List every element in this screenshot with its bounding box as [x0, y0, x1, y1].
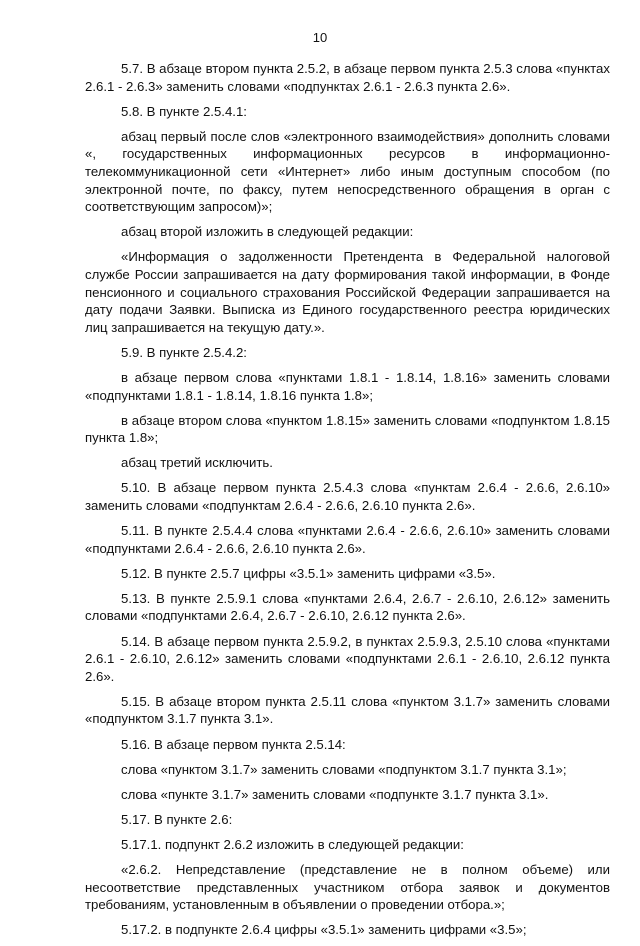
paragraph-5-9: 5.9. В пункте 2.5.4.2: [121, 344, 247, 360]
paragraph-5-16-second-words: слова «пункте 3.1.7» заменить словами «подпункте 3.1.7 пункта 3.1». [121, 786, 549, 802]
paragraph-5-12: 5.12. В пункте 2.5.7 цифры «3.5.1» заменить цифрами «3.5». [121, 565, 496, 581]
paragraph-5-16-first-words: слова «пунктом 3.1.7» заменить словами «подпунктом 3.1.7 пункта 3.1»; [121, 761, 567, 777]
paragraph-5-17-2: 5.17.2. в подпункте 2.6.4 цифры «3.5.1» заменить цифрами «3.5»; [121, 922, 527, 938]
paragraph-5-9-second-indent: в абзаце втором слова «пунктом 1.8.15» заменить словами «подпунктом 1.8.15 пункта 1.8»; [85, 412, 610, 446]
paragraph-5-11: 5.11. В пункте 2.5.4.4 слова «пунктами 2.6.4 - 2.6.6, 2.6.10» заменить словами «подпунктами 2.6.4 - 2.6.6, 2.6.10 пункта 2.6». [85, 523, 610, 556]
paragraph-5-17: 5.17. В пункте 2.6: [121, 811, 233, 827]
paragraph-5-16: 5.16. В абзаце первом пункта 2.5.14: [121, 736, 346, 752]
paragraph-5-17-1-new-text: «2.6.2. Непредставление (представление не в полном объеме) или несоответствие представленных участником отбора заявок и документов требованиям, установленным в объявлении о проведении отбора.»; [85, 861, 610, 913]
paragraph-5-14: 5.14. В абзаце первом пункта 2.5.9.2, в пунктах 2.5.9.3, 2.5.10 слова «пунктами 2.6.1 - 2.6.10, 2.6.12» заменить словами «подпунктами 2.6.1 - 2.6.10, 2.6.12 пункта 2.6». [85, 633, 610, 684]
paragraph-5-17-1: 5.17.1. подпункт 2.6.2 изложить в следующей редакции: [121, 836, 464, 852]
paragraph-5-15: 5.15. В абзаце втором пункта 2.5.11 слова «пунктом 3.1.7» заменить словами «подпунктом 3.1.7 пункта 3.1». [85, 693, 610, 727]
paragraph-5-9-third-indent: абзац третий исключить. [121, 455, 273, 471]
paragraph-5-8-first-indent: абзац первый после слов «электронного взаимодействия» дополнить словами «, государственных информационных ресурсов в информационно-телекоммуникационной сети «Интернет» либо иным доступным способом (по электронной почте, по факсу, путем непосредственного обращения в орган с соответствующим запросом)»; [85, 128, 610, 215]
document-body [85, 60, 610, 946]
paragraph-5-8-second-indent: абзац второй изложить в следующей редакции: [121, 224, 414, 240]
paragraph-5-9-first-indent: в абзаце первом слова «пунктами 1.8.1 - 1.8.14, 1.8.16» заменить словами «подпунктами 1.8.1 - 1.8.14, 1.8.16 пункта 1.8»; [85, 369, 610, 403]
paragraph-5-10: 5.10. В абзаце первом пункта 2.5.4.3 слова «пунктам 2.6.4 - 2.6.6, 2.6.10» заменить словами «подпунктам 2.6.4 - 2.6.6, 2.6.10 пункта 2.6». [85, 480, 610, 513]
paragraph-5-8-new-text: «Информация о задолженности Претендента в Федеральной налоговой службе России запрашивается на дату формирования такой информации, в Фонде пенсионного и социального страхования Российской Федерации запрашивается на дату подачи Заявки. Выписка из Единого государственного реестра юридических лиц запрашивается на текущую дату.». [85, 249, 610, 335]
paragraph-5-13: 5.13. В пункте 2.5.9.1 слова «пунктами 2.6.4, 2.6.7 - 2.6.10, 2.6.12» заменить словами «подпунктами 2.6.4, 2.6.7 - 2.6.10, 2.6.12 пункта 2.6». [85, 590, 610, 624]
paragraph-5-8: 5.8. В пункте 2.5.4.1: [121, 103, 247, 119]
paragraph-5-7: 5.7. В абзаце втором пункта 2.5.2, в абзаце первом пункта 2.5.3 слова «пунктах 2.6.1 - 2.6.3» заменить словами «подпунктах 2.6.1 - 2.6.3 пункта 2.6». [85, 61, 610, 94]
page-number: 10 [312, 30, 328, 45]
